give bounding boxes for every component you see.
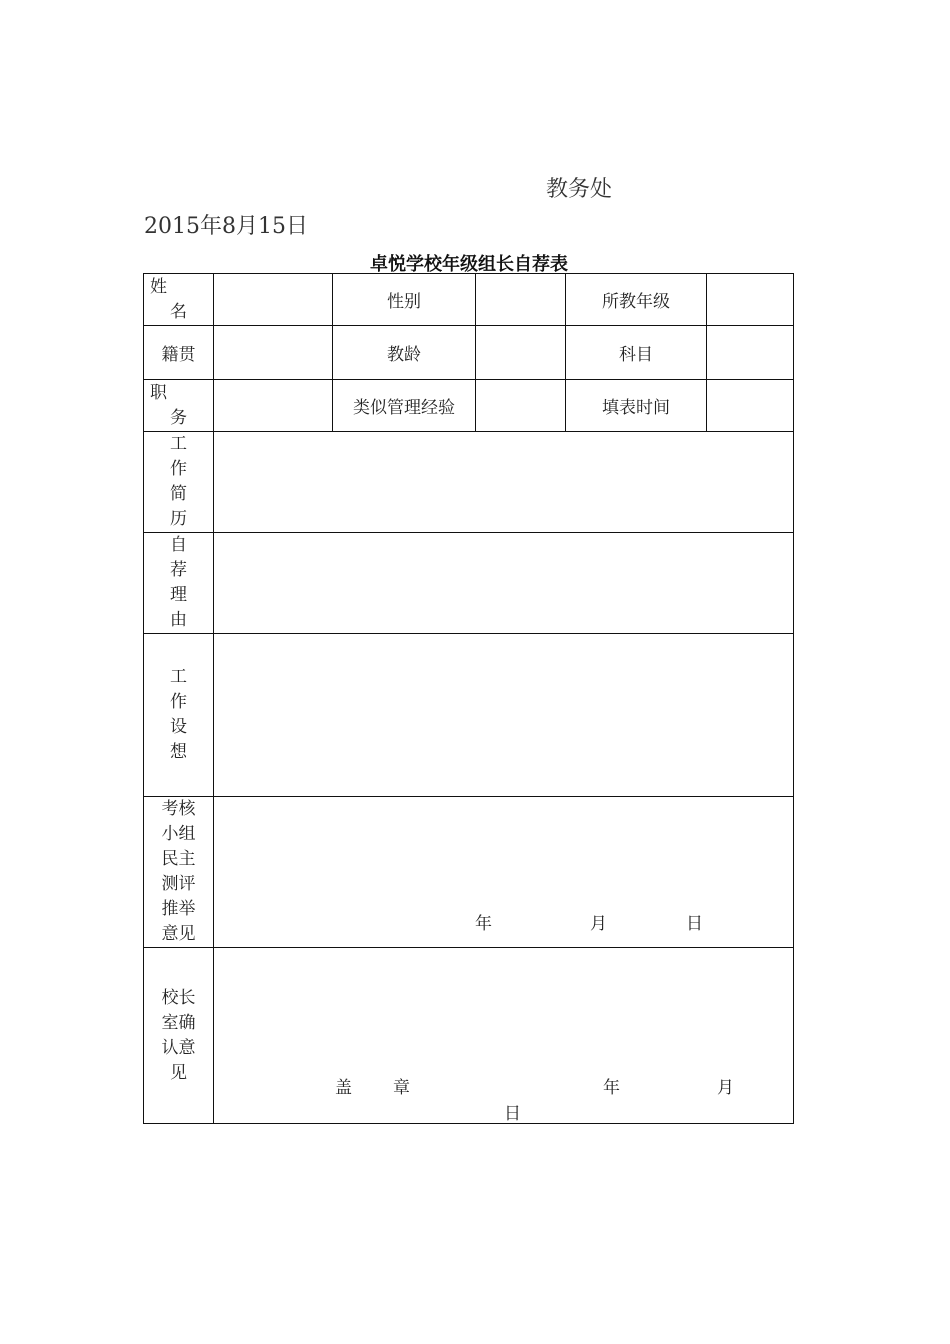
fill-time-field[interactable] — [707, 380, 794, 432]
origin-label: 籍贯 — [144, 326, 214, 380]
gender-label: 性别 — [333, 274, 476, 326]
review-label: 考核 小组 民主 测评 推举 意见 — [144, 797, 214, 948]
subject-field[interactable] — [707, 326, 794, 380]
position-field[interactable] — [214, 380, 333, 432]
grade-field[interactable] — [707, 274, 794, 326]
review-day: 日 — [686, 914, 703, 934]
work-history-field[interactable] — [214, 432, 794, 533]
grade-label: 所教年级 — [566, 274, 707, 326]
work-plan-field[interactable] — [214, 634, 794, 797]
reason-field[interactable] — [214, 533, 794, 634]
principal-label: 校长 室确 认意 见 — [144, 948, 214, 1124]
subject-label: 科目 — [566, 326, 707, 380]
stamp-text: 章 — [393, 1078, 410, 1098]
row-work-history — [144, 432, 794, 533]
row-basic-3 — [144, 380, 794, 432]
fill-time-label: 填表时间 — [566, 380, 707, 432]
seal-text: 盖 — [335, 1078, 352, 1098]
experience-field[interactable] — [476, 380, 566, 432]
principal-month: 月 — [717, 1078, 734, 1098]
reason-label: 自 荐 理 由 — [144, 533, 214, 634]
work-history-label: 工 作 简 历 — [144, 432, 214, 533]
position-label: 职 务 — [144, 380, 214, 432]
row-principal — [144, 948, 794, 1124]
work-plan-label: 工 作 设 想 — [144, 634, 214, 797]
name-field[interactable] — [214, 274, 333, 326]
row-basic-1 — [144, 274, 794, 326]
review-year: 年 — [475, 914, 492, 934]
document-date: 2015年8月15日 — [144, 214, 308, 239]
review-field[interactable] — [214, 797, 794, 948]
principal-year: 年 — [603, 1078, 620, 1098]
years-label: 教龄 — [333, 326, 476, 380]
form-title: 卓悦学校年级组长自荐表 — [370, 254, 568, 275]
years-field[interactable] — [476, 326, 566, 380]
recommendation-form-table — [143, 273, 794, 1124]
row-review — [144, 797, 794, 948]
row-work-plan — [144, 634, 794, 797]
origin-field[interactable] — [214, 326, 333, 380]
issuer: 教务处 — [546, 177, 613, 202]
experience-label: 类似管理经验 — [333, 380, 476, 432]
gender-field[interactable] — [476, 274, 566, 326]
review-month: 月 — [590, 914, 607, 934]
row-reason — [144, 533, 794, 634]
name-label: 姓 名 — [144, 274, 214, 326]
principal-field[interactable] — [214, 948, 794, 1124]
principal-day: 日 — [504, 1104, 521, 1124]
row-basic-2 — [144, 326, 794, 380]
